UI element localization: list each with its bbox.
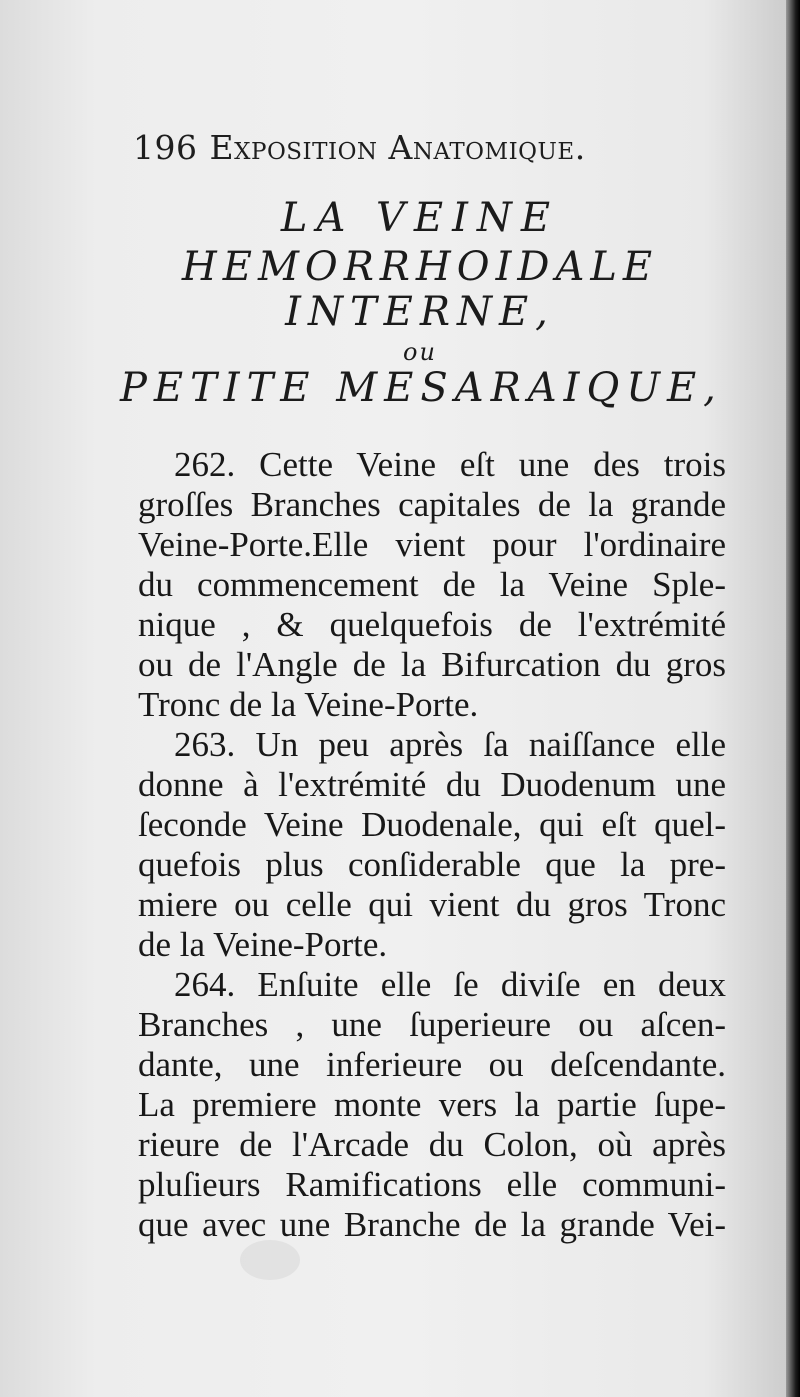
paragraph-263 (138, 725, 726, 965)
section-heading-line-4: ou (403, 338, 437, 366)
text-line: 263. Un peu après ſa naiſſance elle (174, 725, 726, 764)
text-line: Tronc de la Veine-Porte. (138, 685, 479, 724)
text-line: La premiere monte vers la partie ſupe- (138, 1085, 726, 1124)
section-heading-line-1: LA VEINE (280, 195, 560, 241)
text-line: 264. Enſuite elle ſe diviſe en deux (174, 965, 726, 1004)
text-line: 262. Cette Veine eſt une des trois (174, 445, 726, 484)
text-line: que avec une Branche de la grande Vei- (138, 1205, 726, 1244)
text-line: groſſes Branches capitales de la grande (138, 485, 726, 524)
section-heading-line-3: INTERNE, (285, 289, 555, 335)
text-line: Branches , une ſuperieure ou aſcen- (138, 1005, 726, 1044)
text-line: ſeconde Veine Duodenale, qui eſt quel- (138, 805, 726, 844)
running-title: Exposition Anatomique. (209, 128, 586, 167)
section-heading-line-2: HEMORRHOIDALE (181, 244, 659, 290)
running-head (133, 128, 673, 167)
section-heading-line-5: PETITE MESARAIQUE, (120, 365, 723, 411)
text-line: nique , & quelquefois de l'extrémité (138, 605, 726, 644)
text-line: dante, une inferieure ou deſcendante. (138, 1045, 726, 1084)
text-line: donne à l'extrémité du Duodenum une (138, 765, 726, 804)
text-line: pluſieurs Ramifications elle communi- (138, 1165, 726, 1204)
text-line: rieure de l'Arcade du Colon, où après (138, 1125, 726, 1164)
text-line: Veine-Porte.Elle vient pour l'ordinaire (138, 525, 726, 564)
text-line: ou de l'Angle de la Bifurcation du gros (138, 645, 726, 684)
text-line: miere ou celle qui vient du gros Tronc (138, 885, 726, 924)
text-line: de la Veine-Porte. (138, 925, 388, 964)
text-line: du commencement de la Veine Sple- (138, 565, 726, 604)
page-number: 196 (133, 128, 198, 167)
text-line: quefois plus conſiderable que la pre- (138, 845, 726, 884)
bleed-through-mark (240, 1240, 300, 1280)
paragraph-262 (138, 445, 726, 725)
paragraph-264 (138, 965, 726, 1245)
page-edge-shadow (786, 0, 800, 1397)
